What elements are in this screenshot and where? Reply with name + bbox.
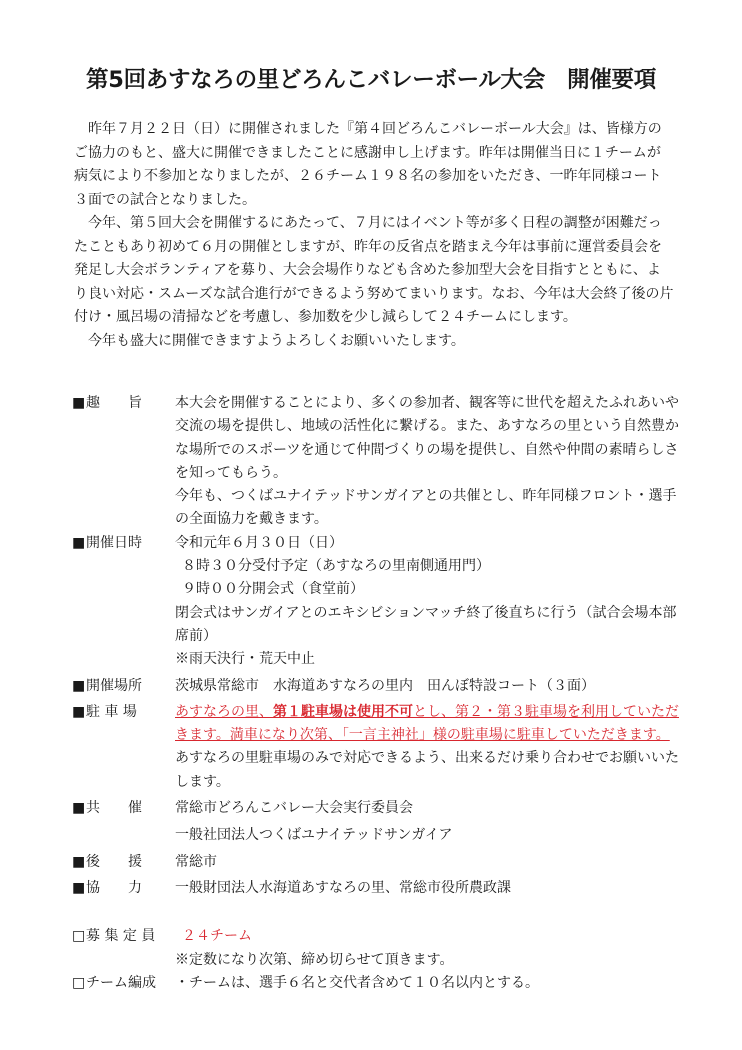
- purpose-text-2: 今年も、つくばユナイテッドサンガイアとの共催とし、昨年同様フロント・選手の全面協力を戴きます。: [175, 488, 677, 528]
- team-composition-text: ・チームは、選手６名と交代者含めて１０名以内とする。: [175, 974, 539, 991]
- section-venue: [72, 675, 682, 698]
- date-label: 開催日時: [86, 534, 142, 551]
- team-composition-label: チーム編成: [86, 974, 156, 991]
- intro-paragraph-2: 今年、第５回大会を開催するにあたって、７月にはイベント等が多く日程の調整が困難だったこともあり初めて６月の開催としますが、昨年の反省点を踏まえ今年は事前に運営委員会を発足し大会ボランティアを募り、大会会場作りなども含めた参加型大会を目指すとともに、より良い対応・スムーズな試合進行ができるよう努めてまいります。なお、今年は大会終了後の片付け・風呂場の清掃などを考慮し、参加数を少し減らして２４チームにします。: [74, 215, 674, 325]
- hollow-square-bullet-icon: □: [72, 974, 86, 991]
- capacity-note: ※定数になり次第、締め切らせて頂きます。: [175, 951, 454, 968]
- purpose-text-1: 本大会を開催することにより、多くの参加者、観客等に世代を超えたふれあいや交流の場を提供し、地域の活性化に繋げる。また、あすなろの里という自然豊かな場所でのスポーツを通じて仲間づくりの場を提供し、自然や仲間の素晴らしさを知ってもらう。: [175, 395, 679, 481]
- cooperation-text: 一般財団法人水海道あすなろの里、常総市役所農政課: [175, 879, 511, 896]
- square-bullet-icon: ■: [72, 853, 86, 870]
- purpose-label: 趣 旨: [86, 395, 142, 411]
- section-cohost: [72, 797, 682, 848]
- cohost-2: 一般社団法人つくばユナイテッドサンガイア: [175, 827, 453, 844]
- square-bullet-icon: ■: [72, 879, 86, 896]
- parking-notice-detail: とし、第２・第３駐車場を利用していただきます。満車になり次第、「一言主神社」様の駐車場に駐車していただきます。: [175, 703, 679, 744]
- closing-ceremony-note: 閉会式はサンガイアとのエキシビションマッチ終了後直ちに行う（試合会場本部席前）: [175, 604, 677, 644]
- parking-carpool-request: あすなろの里駐車場のみで対応できるよう、出来るだけ乗り合わせでお願いいたします。: [175, 750, 679, 790]
- outline-list: [72, 392, 682, 995]
- intro-paragraph-1: 昨年７月２２日（日）に開催されました『第４回どろんこバレーボール大会』は、皆様方のご協力のもと、盛大に開催できましたことに感謝申し上げます。昨年は開催当日に１チームが病気により不参加となりましたが、２６チーム１９８名の参加をいただき、一昨年同様コート３面での試合となりました。: [74, 121, 662, 208]
- section-team-composition: [72, 972, 682, 995]
- section-cooperation: [72, 877, 682, 900]
- cohost-1: 常総市どろんこバレー大会実行委員会: [175, 800, 413, 817]
- support-label: 後 援: [86, 853, 142, 870]
- opening-ceremony-time: ９時００分開会式（食堂前）: [182, 581, 364, 598]
- cohost-label: 共 催: [86, 800, 142, 817]
- section-support: [72, 851, 682, 874]
- parking-label: 駐 車 場: [86, 703, 137, 720]
- cooperation-label: 協 力: [86, 879, 142, 896]
- weather-note: ※雨天決行・荒天中止: [175, 651, 315, 668]
- section-capacity: [72, 925, 682, 972]
- section-date: [72, 532, 682, 672]
- section-parking: [72, 701, 682, 794]
- intro-section: [74, 118, 674, 353]
- section-purpose: [72, 392, 682, 532]
- parking-notice-intro: あすなろの里、: [175, 703, 273, 720]
- venue-label: 開催場所: [86, 677, 142, 694]
- reception-time: ８時３０分受付予定（あすなろの里南側通用門）: [182, 558, 490, 575]
- square-bullet-icon: ■: [72, 703, 86, 720]
- hollow-square-bullet-icon: □: [72, 928, 86, 945]
- capacity-label: 募 集 定 員: [86, 928, 156, 945]
- document-title: 第5回あすなろの里どろんこバレーボール大会 開催要項: [86, 67, 656, 93]
- intro-paragraph-3: 今年も盛大に開催できますようよろしくお願いいたします。: [88, 332, 465, 349]
- square-bullet-icon: ■: [72, 395, 86, 411]
- date-value: 令和元年６月３０日（日）: [175, 534, 343, 551]
- parking-lot-1-closed: 第１駐車場は使用不可: [273, 703, 413, 720]
- square-bullet-icon: ■: [72, 677, 86, 694]
- square-bullet-icon: ■: [72, 800, 86, 817]
- venue-text: 茨城県常総市 水海道あすなろの里内 田んぼ特設コート（３面）: [175, 677, 595, 694]
- capacity-value: ２４チーム: [182, 928, 252, 945]
- square-bullet-icon: ■: [72, 534, 86, 551]
- support-text: 常総市: [175, 853, 217, 870]
